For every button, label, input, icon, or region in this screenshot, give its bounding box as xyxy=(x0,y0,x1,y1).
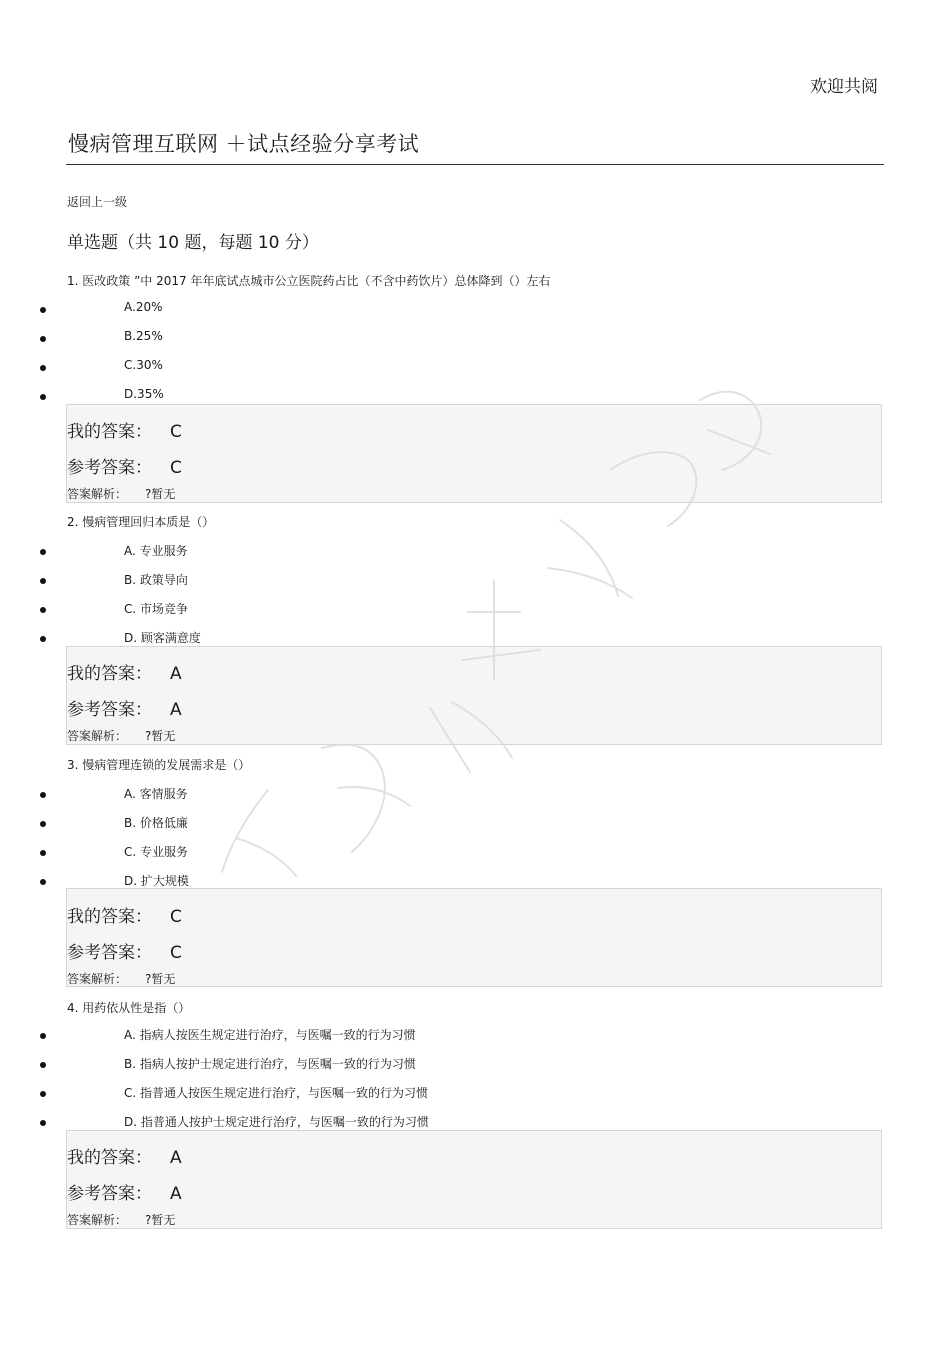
bullet xyxy=(40,792,46,798)
my-answer-value: C xyxy=(170,907,182,927)
option-b[interactable]: B.25% xyxy=(124,329,163,343)
explanation-value: ?暂无 xyxy=(145,487,176,501)
option-d[interactable]: D. 指普通人按护士规定进行治疗，与医嘱一致的行为习惯 xyxy=(124,1115,429,1129)
my-answer-label: 我的答案： xyxy=(67,907,152,927)
explanation-value: ?暂无 xyxy=(145,729,176,743)
option-c[interactable]: C. 指普通人按医生规定进行治疗，与医嘱一致的行为习惯 xyxy=(124,1086,429,1100)
option-d[interactable]: D.35% xyxy=(124,387,164,401)
option-b[interactable]: B. 指病人按护士规定进行治疗，与医嘱一致的行为习惯 xyxy=(124,1057,416,1071)
my-answer-value: C xyxy=(170,422,182,442)
ref-answer-value: C xyxy=(170,458,182,478)
my-answer-row xyxy=(67,1143,182,1168)
my-answer-label: 我的答案： xyxy=(67,1148,152,1168)
answer-box xyxy=(66,646,882,745)
bullet xyxy=(40,607,46,613)
my-answer-row xyxy=(67,417,182,442)
answer-box xyxy=(66,404,882,503)
explanation-row xyxy=(67,970,175,987)
my-answer-row xyxy=(67,659,182,684)
option-a[interactable]: A.20% xyxy=(124,300,163,314)
ref-answer-row xyxy=(67,938,182,963)
option-c[interactable]: C. 专业服务 xyxy=(124,845,189,859)
bullet xyxy=(40,1091,46,1097)
explanation-label: 答案解析： xyxy=(67,487,128,501)
ref-answer-row xyxy=(67,453,182,478)
answer-box xyxy=(66,888,882,987)
explanation-row xyxy=(67,485,175,502)
answer-box xyxy=(66,1130,882,1229)
explanation-label: 答案解析： xyxy=(67,729,128,743)
bullet xyxy=(40,1062,46,1068)
question-text: 2. 慢病管理回归本质是（） xyxy=(67,515,215,529)
explanation-row xyxy=(67,1211,175,1228)
option-b[interactable]: B. 价格低廉 xyxy=(124,816,188,830)
ref-answer-label: 参考答案： xyxy=(67,943,152,963)
option-a[interactable]: A. 客情服务 xyxy=(124,787,188,801)
bullet xyxy=(40,879,46,885)
my-answer-label: 我的答案： xyxy=(67,422,152,442)
ref-answer-value: A xyxy=(170,1184,182,1204)
option-d[interactable]: D. 顾客满意度 xyxy=(124,631,201,645)
ref-answer-value: C xyxy=(170,943,182,963)
explanation-label: 答案解析： xyxy=(67,972,128,986)
ref-answer-row xyxy=(67,695,182,720)
ref-answer-label: 参考答案： xyxy=(67,700,152,720)
ref-answer-label: 参考答案： xyxy=(67,1184,152,1204)
bullet xyxy=(40,336,46,342)
question-text: 3. 慢病管理连锁的发展需求是（） xyxy=(67,758,251,772)
bullet xyxy=(40,307,46,313)
bullet xyxy=(40,549,46,555)
page-title: 慢病管理互联网 ＋试点经验分享考试 xyxy=(68,132,420,156)
my-answer-value: A xyxy=(170,1148,182,1168)
bullet xyxy=(40,636,46,642)
explanation-row xyxy=(67,727,175,744)
ref-answer-value: A xyxy=(170,700,182,720)
bullet xyxy=(40,1120,46,1126)
my-answer-row xyxy=(67,902,182,927)
ref-answer-label: 参考答案： xyxy=(67,458,152,478)
bullet xyxy=(40,578,46,584)
explanation-value: ?暂无 xyxy=(145,972,176,986)
option-d[interactable]: D. 扩大规模 xyxy=(124,874,189,888)
section-title: 单选题（共 10 题，每题 10 分） xyxy=(67,233,319,253)
question-text: 4. 用药依从性是指（） xyxy=(67,1001,191,1015)
title-divider xyxy=(66,164,884,165)
header-welcome-text: 欢迎共阅 xyxy=(810,77,878,97)
option-c[interactable]: C.30% xyxy=(124,358,163,372)
question-text: 1. 医改政策 ”中 2017 年年底试点城市公立医院药占比（不含中药饮片）总体降到（）左右 xyxy=(67,274,551,288)
explanation-value: ?暂无 xyxy=(145,1213,176,1227)
my-answer-label: 我的答案： xyxy=(67,664,152,684)
option-a[interactable]: A. 指病人按医生规定进行治疗，与医嘱一致的行为习惯 xyxy=(124,1028,416,1042)
bullet xyxy=(40,394,46,400)
back-link[interactable]: 返回上一级 xyxy=(67,195,128,209)
bullet xyxy=(40,1033,46,1039)
my-answer-value: A xyxy=(170,664,182,684)
option-c[interactable]: C. 市场竞争 xyxy=(124,602,189,616)
option-a[interactable]: A. 专业服务 xyxy=(124,544,188,558)
ref-answer-row xyxy=(67,1179,182,1204)
option-b[interactable]: B. 政策导向 xyxy=(124,573,188,587)
bullet xyxy=(40,821,46,827)
bullet xyxy=(40,850,46,856)
bullet xyxy=(40,365,46,371)
explanation-label: 答案解析： xyxy=(67,1213,128,1227)
